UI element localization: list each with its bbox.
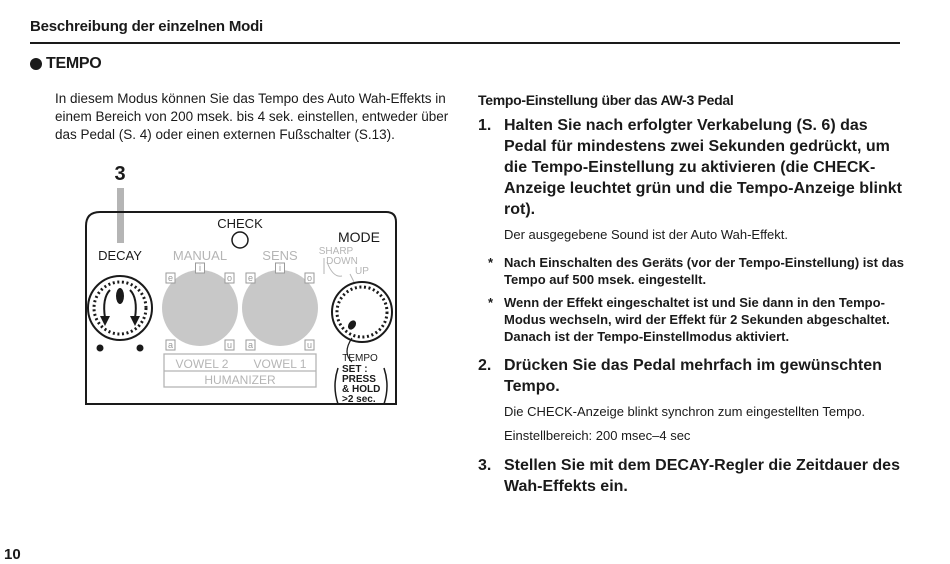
step-2-text: Drücken Sie das Pedal mehrfach im gewünschten Tempo. (504, 357, 882, 395)
svg-text:o: o (306, 273, 313, 283)
vowel1-label: VOWEL 1 (253, 357, 307, 371)
vowel2-label: VOWEL 2 (175, 357, 229, 371)
callout-number: 3 (114, 163, 126, 185)
mode-heading (30, 55, 101, 73)
svg-text:SET :: SET : (342, 364, 368, 375)
note-1-text: Nach Einschalten des Geräts (vor der Tempo-Einstellung) ist das Tempo auf 500 msek. eingestellt. (504, 255, 904, 287)
step-2 (478, 355, 908, 397)
note-2 (478, 294, 908, 345)
note-1 (478, 254, 908, 288)
set-bracket-right (384, 368, 387, 404)
instructions-column (478, 92, 908, 497)
intro-paragraph: In diesem Modus können Sie das Tempo des Auto Wah-Effekts in einem Bereich von 200 msek. bis 4 sek. einstellen, entweder über das Pedal (S. 4) oder einen externen Fußschalter (S.13). (55, 91, 449, 142)
svg-text:e: e (247, 273, 254, 283)
decay-min-dot (97, 345, 104, 352)
page-number: 10 (4, 546, 21, 563)
panel-diagram (80, 158, 400, 410)
svg-text:a: a (167, 340, 174, 350)
step-3 (478, 455, 908, 497)
mode-knob[interactable] (332, 282, 392, 342)
set-instruction (342, 364, 380, 405)
panel-figure (80, 158, 400, 410)
sens-label: SENS (262, 248, 298, 263)
step-3-text: Stellen Sie mit dem DECAY-Regler die Zeitdauer des Wah-Effekts ein. (504, 457, 900, 495)
note-1-mark: * (488, 255, 494, 270)
svg-text:>2 sec.: >2 sec. (342, 394, 376, 405)
section-header: Beschreibung der einzelnen Modi (30, 18, 264, 35)
down-label: DOWN (326, 256, 358, 267)
mode-title: TEMPO (46, 55, 102, 72)
manual-label: MANUAL (172, 248, 228, 263)
sharp-label: SHARP (318, 246, 354, 257)
decay-knob[interactable] (88, 276, 152, 340)
note-2-mark: * (488, 295, 494, 310)
callout-bar (117, 188, 124, 243)
svg-text:i: i (199, 263, 201, 273)
step-1-number: 1. (478, 117, 492, 134)
step-1-text: Halten Sie nach erfolgter Verkabelung (S. 6) das Pedal für mindestens zwei Sekunden gedrückt, um die Tempo-Einstellung zu aktivieren (die CHECK-Anzeige leuchtet grün und die Tempo-Anzeige blinkt rot). (504, 117, 902, 218)
check-label: CHECK (217, 216, 263, 231)
set-bracket-left (335, 368, 338, 404)
svg-text:e: e (167, 273, 174, 283)
mode-label: MODE (338, 229, 380, 245)
step-2-range: Einstellbereich: 200 msec–4 sec (504, 428, 691, 443)
svg-text:& HOLD: & HOLD (342, 384, 381, 395)
svg-text:u: u (226, 340, 233, 350)
svg-text:o: o (226, 273, 233, 283)
step-1 (478, 115, 908, 220)
step-2-body: Die CHECK-Anzeige blinkt synchron zum eingestellten Tempo. (504, 404, 866, 419)
humanizer-label: HUMANIZER (204, 373, 276, 387)
svg-text:PRESS: PRESS (342, 374, 376, 385)
step-3-number: 3. (478, 457, 492, 474)
bullet-icon (30, 58, 42, 70)
tempo-label: TEMPO (342, 353, 378, 364)
svg-text:a: a (247, 340, 254, 350)
header-rule (30, 42, 900, 44)
decay-label: DECAY (98, 248, 142, 263)
note-2-text: Wenn der Effekt eingeschaltet ist und Sie dann in den Tempo-Modus wechseln, wird der Effekt für 2 Sekunden abgeschaltet. Danach ist der Tempo-Einstellmodus aktiviert. (504, 295, 890, 344)
sub-heading: Tempo-Einstellung über das AW-3 Pedal (478, 92, 734, 108)
svg-text:i: i (279, 263, 281, 273)
step-1-body: Der ausgegebene Sound ist der Auto Wah-Effekt. (504, 227, 789, 242)
up-label: UP (355, 266, 369, 277)
svg-text:u: u (306, 340, 313, 350)
check-indicator (232, 232, 248, 248)
step-2-number: 2. (478, 357, 492, 374)
decay-max-dot (137, 345, 144, 352)
